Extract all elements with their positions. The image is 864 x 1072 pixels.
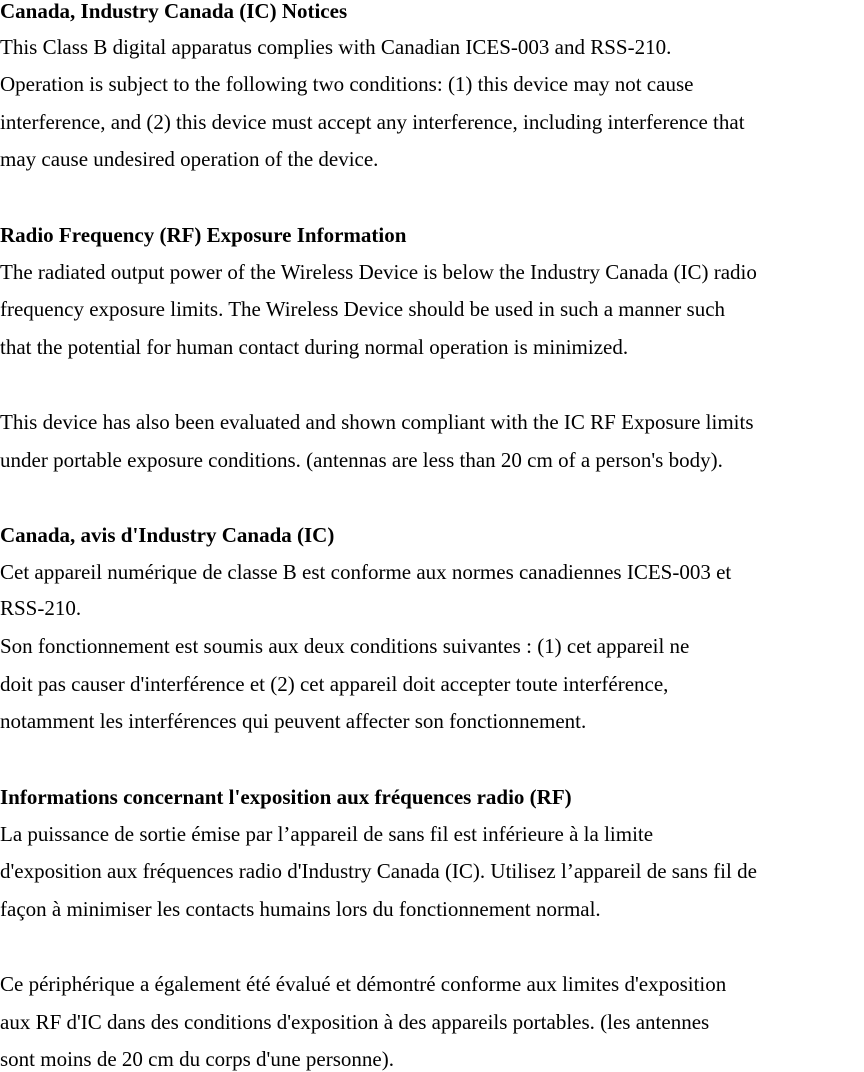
paragraph-line: that the potential for human contact during normal operation is minimized. — [0, 335, 629, 359]
paragraph-line: This Class B digital apparatus complies with Canadian ICES-003 and RSS-210. — [0, 35, 672, 59]
paragraph-line: interference, and (2) this device must accept any interference, including interference that — [0, 110, 745, 134]
paragraph-line: façon à minimiser les contacts humains lors du fonctionnement normal. — [0, 897, 601, 921]
paragraph-line: doit pas causer d'interférence et (2) cet appareil doit accepter toute interférence, — [0, 672, 669, 696]
paragraph-line: RSS-210. — [0, 596, 82, 620]
heading-exposition-rf: Informations concernant l'exposition aux fréquences radio (RF) — [0, 785, 572, 809]
paragraph-line: may cause undesired operation of the device. — [0, 147, 379, 171]
paragraph-line: La puissance de sortie émise par l’appareil de sans fil est inférieure à la limite — [0, 822, 654, 846]
paragraph-line: d'exposition aux fréquences radio d'Industry Canada (IC). Utilisez l’appareil de sans fil de — [0, 859, 757, 883]
paragraph-line: Ce périphérique a également été évalué et démontré conforme aux limites d'exposition — [0, 972, 727, 996]
paragraph-line: sont moins de 20 cm du corps d'une personne). — [0, 1047, 394, 1071]
paragraph-line: Cet appareil numérique de classe B est conforme aux normes canadiennes ICES-003 et — [0, 560, 732, 584]
paragraph-line: frequency exposure limits. The Wireless Device should be used in such a manner such — [0, 297, 726, 321]
heading-ic-notices: Canada, Industry Canada (IC) Notices — [0, 0, 348, 23]
paragraph-line: This device has also been evaluated and shown compliant with the IC RF Exposure limits — [0, 410, 754, 434]
heading-avis-ic: Canada, avis d'Industry Canada (IC) — [0, 523, 335, 547]
paragraph-line: notamment les interférences qui peuvent affecter son fonctionnement. — [0, 709, 587, 733]
paragraph-line: The radiated output power of the Wireless Device is below the Industry Canada (IC) radio — [0, 260, 757, 284]
heading-rf-exposure: Radio Frequency (RF) Exposure Information — [0, 223, 407, 247]
paragraph-line: under portable exposure conditions. (antennas are less than 20 cm of a person's body). — [0, 448, 723, 472]
paragraph-line: Operation is subject to the following two conditions: (1) this device may not cause — [0, 72, 694, 96]
paragraph-line: Son fonctionnement est soumis aux deux conditions suivantes : (1) cet appareil ne — [0, 634, 690, 658]
paragraph-line: aux RF d'IC dans des conditions d'exposition à des appareils portables. (les antennes — [0, 1010, 710, 1034]
